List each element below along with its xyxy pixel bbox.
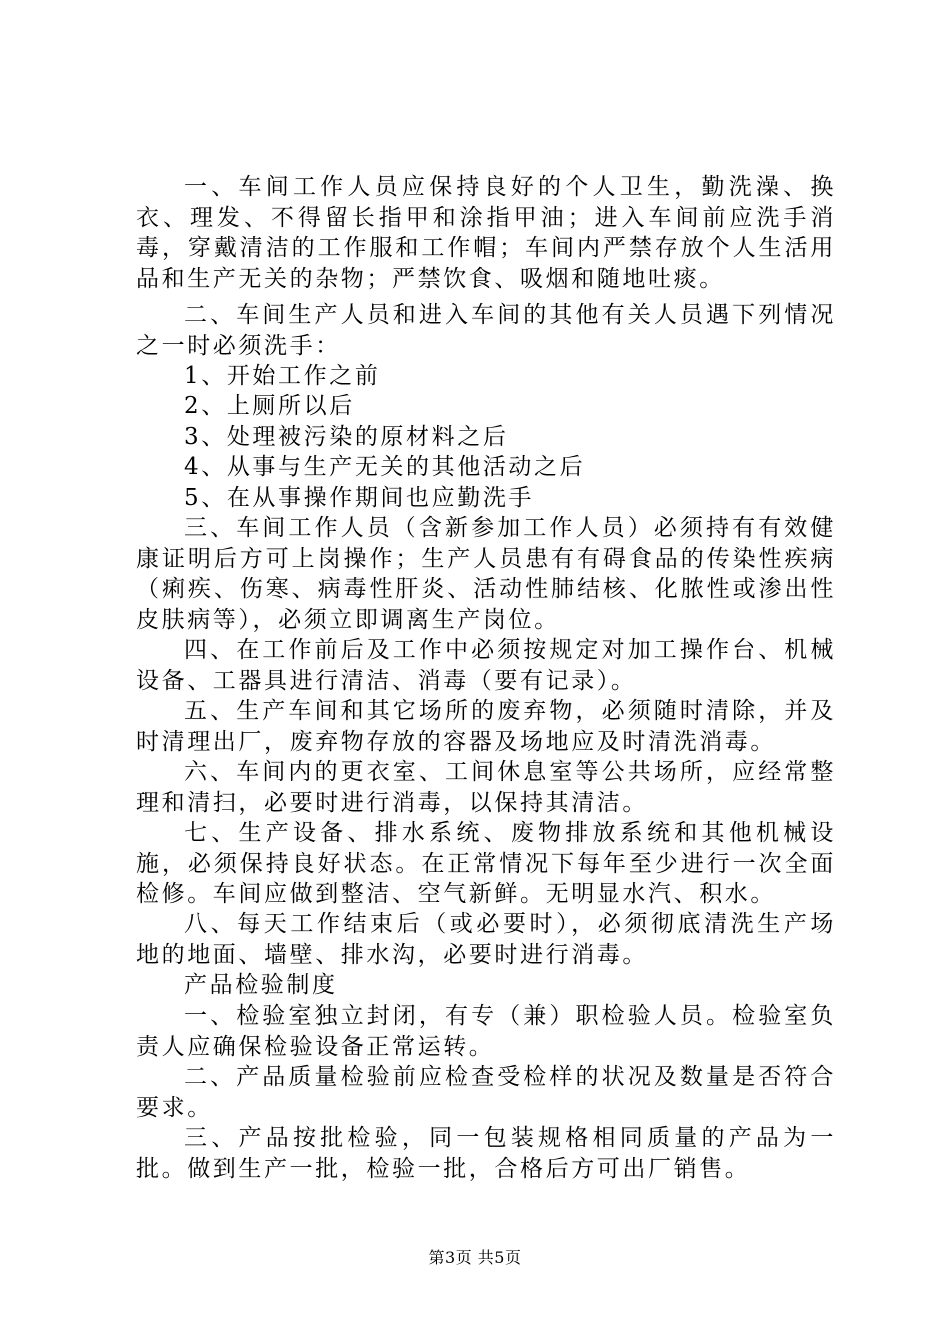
section-heading: 产品检验制度 xyxy=(184,972,338,998)
paragraph-inspection-room: 一、检验室独立封闭，有专（兼）职检验人员。检验室负责人应确保检验设备正常运转。 xyxy=(136,1003,836,1060)
page-number: 第3页 共5页 xyxy=(428,1248,522,1267)
paragraph-health-certificate: 三、车间工作人员（含新参加工作人员）必须持有有效健康证明后方可上岗操作；生产人员患有有碍食品的传染性疾病（痢疾、伤寒、病毒性肝炎、活动性肺结核、化脓性或渗出性皮肤病等），必须立即调离生产岗位。 xyxy=(136,515,836,633)
list-item: 3、处理被污染的原材料之后 xyxy=(184,424,509,450)
paragraph-equipment: 七、生产设备、排水系统、废物排放系统和其他机械设施，必须保持良好状态。在正常情况下每年至少进行一次全面检修。车间应做到整洁、空气新鲜。无明显水汽、积水。 xyxy=(136,820,836,907)
list-item: 4、从事与生产无关的其他活动之后 xyxy=(184,454,586,480)
list-item: 1、开始工作之前 xyxy=(184,363,381,389)
paragraph-waste: 五、生产车间和其它场所的废弃物，必须随时清除，并及时清理出厂，废弃物存放的容器及场地应及时清洗消毒。 xyxy=(136,698,836,755)
paragraph-batch-inspection: 三、产品按批检验，同一包装规格相同质量的产品为一批。做到生产一批，检验一批，合格后方可出厂销售。 xyxy=(136,1125,836,1182)
list-item: 5、在从事操作期间也应勤洗手 xyxy=(184,485,535,511)
paragraph-daily-cleaning: 八、每天工作结束后（或必要时），必须彻底清洗生产场地的地面、墙壁、排水沟，必要时进行消毒。 xyxy=(136,911,836,968)
paragraph-sample-check: 二、产品质量检验前应检查受检样的状况及数量是否符合要求。 xyxy=(136,1064,836,1121)
paragraph-cleaning: 四、在工作前后及工作中必须按规定对加工操作台、机械设备、工器具进行清洁、消毒（要有记录）。 xyxy=(136,637,836,694)
list-item: 2、上厕所以后 xyxy=(184,393,355,419)
paragraph-hygiene: 一、车间工作人员应保持良好的个人卫生，勤洗澡、换衣、理发、不得留长指甲和涂指甲油；进入车间前应洗手消毒，穿戴清洁的工作服和工作帽；车间内严禁存放个人生活用品和生产无关的杂物；严禁饮食、吸烟和随地吐痰。 xyxy=(136,174,836,292)
paragraph-handwash-rule: 二、车间生产人员和进入车间的其他有关人员遇下列情况之一时必须洗手： xyxy=(136,302,836,359)
paragraph-public-areas: 六、车间内的更衣室、工间休息室等公共场所，应经常整理和清扫，必要时进行消毒，以保持其清洁。 xyxy=(136,759,836,816)
